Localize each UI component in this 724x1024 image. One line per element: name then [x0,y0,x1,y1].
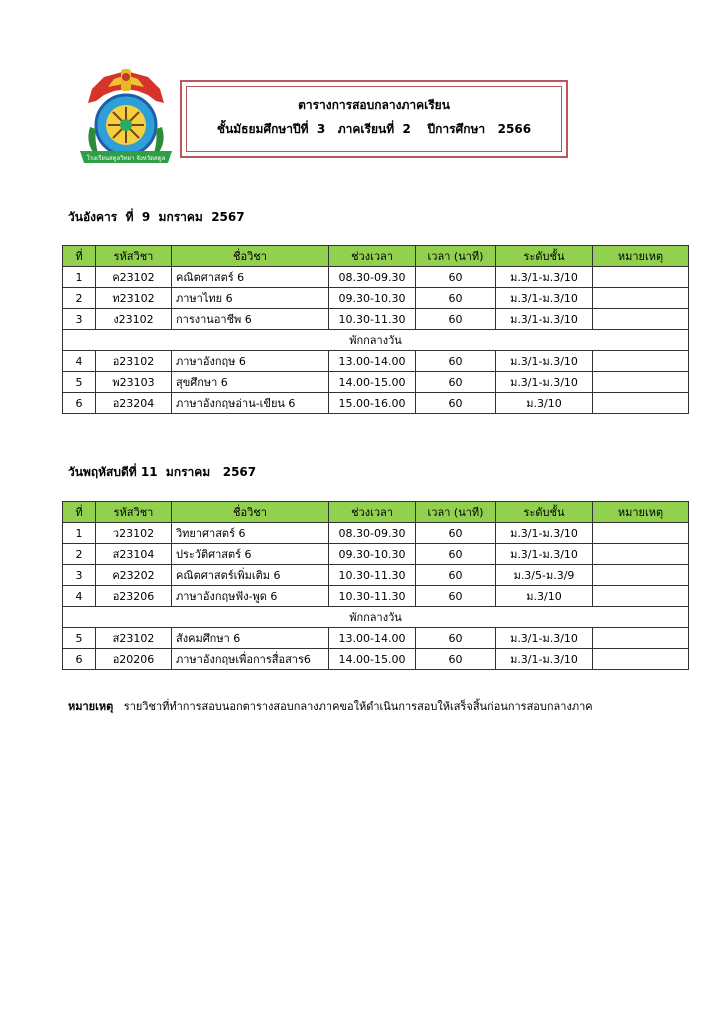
cell-level: ม.3/1-ม.3/10 [496,544,593,565]
header-minutes: เวลา (นาที) [416,502,496,523]
cell-remark [593,565,689,586]
cell-time: 10.30-11.30 [329,586,416,607]
cell-subject: การงานอาชีพ 6 [172,309,329,330]
cell-no: 1 [63,267,96,288]
cell-no: 3 [63,565,96,586]
cell-remark [593,288,689,309]
cell-no: 6 [63,649,96,670]
header-no: ที่ [63,502,96,523]
cell-time: 09.30-10.30 [329,288,416,309]
cell-level: ม.3/1-ม.3/10 [496,649,593,670]
cell-level: ม.3/1-ม.3/10 [496,523,593,544]
cell-level: ม.3/1-ม.3/10 [496,309,593,330]
cell-subject: สังคมศึกษา 6 [172,628,329,649]
table-row [63,393,689,414]
table-row [63,351,689,372]
cell-code: อ23102 [96,351,172,372]
header-code: รหัสวิชา [96,502,172,523]
cell-minutes: 60 [416,586,496,607]
cell-time: 13.00-14.00 [329,351,416,372]
cell-time: 08.30-09.30 [329,523,416,544]
cell-level: ม.3/5-ม.3/9 [496,565,593,586]
cell-minutes: 60 [416,565,496,586]
cell-no: 4 [63,586,96,607]
exam-table-day-1 [62,245,689,414]
table-header-row [63,502,689,523]
day-2-heading: วันพฤหัสบดีที่ 11 มกราคม 2567 [68,465,257,479]
cell-remark [593,267,689,288]
page-title: ตารางการสอบกลางภาคเรียน [298,98,450,112]
table-header-row [63,246,689,267]
table-row [63,628,689,649]
cell-time: 10.30-11.30 [329,309,416,330]
cell-subject: ภาษาไทย 6 [172,288,329,309]
cell-remark [593,628,689,649]
header-level: ระดับชั้น [496,246,593,267]
footnote-label: หมายเหตุ [68,700,114,713]
cell-subject: สุขศึกษา 6 [172,372,329,393]
table-row [63,586,689,607]
cell-time: 08.30-09.30 [329,267,416,288]
cell-remark [593,586,689,607]
cell-time: 15.00-16.00 [329,393,416,414]
cell-no: 3 [63,309,96,330]
cell-code: ง23102 [96,309,172,330]
header-time: ช่วงเวลา [329,246,416,267]
cell-time: 09.30-10.30 [329,544,416,565]
cell-code: ส23102 [96,628,172,649]
table-row [63,288,689,309]
table-row [63,523,689,544]
table-row [63,372,689,393]
table-row [63,309,689,330]
cell-minutes: 60 [416,523,496,544]
header-subject: ชื่อวิชา [172,502,329,523]
footnote [68,697,593,715]
cell-subject: ประวัติศาสตร์ 6 [172,544,329,565]
cell-code: ค23202 [96,565,172,586]
cell-remark [593,649,689,670]
cell-code: พ23103 [96,372,172,393]
cell-subject: ภาษาอังกฤษ 6 [172,351,329,372]
page-subtitle: ชั้นมัธยมศึกษาปีที่ 3 ภาคเรียนที่ 2 ปีการศึกษา 2566 [216,122,532,136]
cell-level: ม.3/10 [496,393,593,414]
header-time: ช่วงเวลา [329,502,416,523]
cell-remark [593,393,689,414]
cell-code: ท23102 [96,288,172,309]
cell-minutes: 60 [416,628,496,649]
table-row [63,649,689,670]
lunch-break-label: พักกลางวัน [63,330,689,351]
cell-time: 13.00-14.00 [329,628,416,649]
school-emblem-logo [74,67,178,171]
table-row [63,565,689,586]
cell-level: ม.3/1-ม.3/10 [496,372,593,393]
cell-no: 2 [63,544,96,565]
header-remark: หมายเหตุ [593,502,689,523]
cell-code: ส23104 [96,544,172,565]
header-subject: ชื่อวิชา [172,246,329,267]
cell-level: ม.3/1-ม.3/10 [496,267,593,288]
cell-subject: คณิตศาสตร์เพิ่มเติม 6 [172,565,329,586]
lunch-break-row [63,330,689,351]
table-row [63,267,689,288]
cell-subject: คณิตศาสตร์ 6 [172,267,329,288]
header-remark: หมายเหตุ [593,246,689,267]
cell-minutes: 60 [416,544,496,565]
table-row [63,544,689,565]
cell-no: 6 [63,393,96,414]
cell-code: ค23102 [96,267,172,288]
header-minutes: เวลา (นาที) [416,246,496,267]
cell-minutes: 60 [416,372,496,393]
cell-no: 5 [63,372,96,393]
cell-time: 10.30-11.30 [329,565,416,586]
cell-no: 4 [63,351,96,372]
cell-code: อ23204 [96,393,172,414]
cell-remark [593,372,689,393]
cell-subject: วิทยาศาสตร์ 6 [172,523,329,544]
cell-remark [593,351,689,372]
cell-time: 14.00-15.00 [329,649,416,670]
header-level: ระดับชั้น [496,502,593,523]
cell-level: ม.3/1-ม.3/10 [496,351,593,372]
cell-remark [593,544,689,565]
lunch-break-label: พักกลางวัน [63,607,689,628]
cell-time: 14.00-15.00 [329,372,416,393]
title-box [180,80,568,158]
cell-subject: ภาษาอังกฤษเพื่อการสื่อสาร6 [172,649,329,670]
cell-no: 2 [63,288,96,309]
header-code: รหัสวิชา [96,246,172,267]
lunch-break-row [63,607,689,628]
cell-subject: ภาษาอังกฤษอ่าน-เขียน 6 [172,393,329,414]
logo-ribbon-text: โรงเรียนสตูลวิทยา จังหวัดสตูล [86,155,166,162]
cell-minutes: 60 [416,649,496,670]
cell-remark [593,523,689,544]
day-1-heading: วันอังคาร ที่ 9 มกราคม 2567 [68,210,245,224]
cell-no: 1 [63,523,96,544]
cell-minutes: 60 [416,309,496,330]
cell-code: ว23102 [96,523,172,544]
cell-level: ม.3/10 [496,586,593,607]
footnote-text: รายวิชาที่ทำการสอบนอกตารางสอบกลางภาคขอให้ดำเนินการสอบให้เสร็จสิ้นก่อนการสอบกลางภาค [123,700,593,713]
cell-minutes: 60 [416,288,496,309]
cell-subject: ภาษาอังกฤษฟัง-พูด 6 [172,586,329,607]
cell-level: ม.3/1-ม.3/10 [496,288,593,309]
cell-code: อ20206 [96,649,172,670]
header-no: ที่ [63,246,96,267]
exam-table-day-2 [62,501,689,670]
cell-level: ม.3/1-ม.3/10 [496,628,593,649]
cell-no: 5 [63,628,96,649]
cell-remark [593,309,689,330]
cell-code: อ23206 [96,586,172,607]
cell-minutes: 60 [416,267,496,288]
cell-minutes: 60 [416,351,496,372]
cell-minutes: 60 [416,393,496,414]
